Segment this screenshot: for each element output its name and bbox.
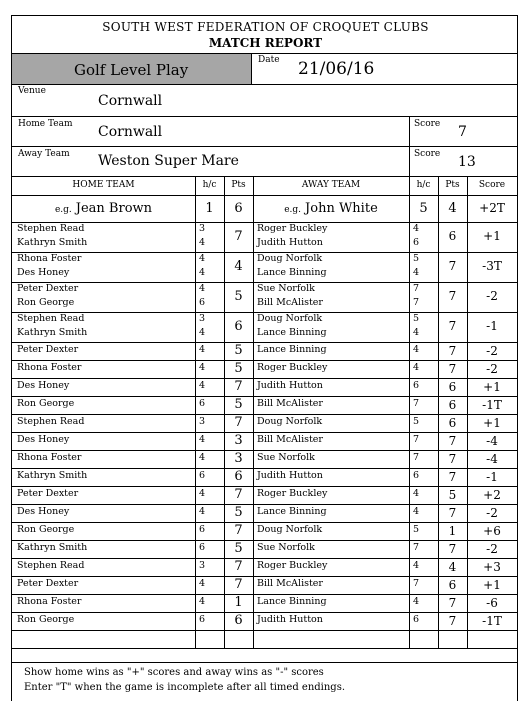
game-score: -4 — [486, 452, 498, 466]
away-points: 5 — [448, 488, 457, 502]
away-handicap: 4 — [413, 362, 420, 373]
away-points: 7 — [448, 470, 457, 484]
away-points: 7 — [448, 362, 457, 376]
away-handicap: 4 — [413, 596, 420, 607]
home-handicap: 4 — [199, 578, 206, 589]
example-pts1: 6 — [234, 201, 243, 216]
home-handicap: 4 — [199, 267, 206, 278]
away-points: 7 — [448, 319, 457, 333]
home-points: 5 — [234, 505, 243, 520]
home-handicap: 4 — [199, 237, 206, 248]
row-divider — [12, 630, 517, 631]
home-points: 7 — [234, 487, 243, 502]
row-divider — [12, 195, 517, 196]
home-player: Peter Dexter — [17, 344, 79, 355]
home-player: Stephen Read — [17, 416, 85, 427]
home-points: 7 — [234, 523, 243, 538]
away-points: 7 — [448, 434, 457, 448]
home-points: 5 — [234, 397, 243, 412]
example-hc1: 1 — [205, 201, 214, 216]
game-score: +1 — [483, 229, 501, 243]
game-score: -4 — [486, 434, 498, 448]
note-line-1: Show home wins as "+" scores and away wins as "-" scores — [24, 667, 324, 678]
row-divider — [12, 396, 517, 397]
away-player: Roger Buckley — [257, 223, 328, 234]
row-divider — [12, 468, 517, 469]
home-player: Stephen Read — [17, 560, 85, 571]
home-points: 4 — [234, 259, 243, 274]
home-points: 3 — [234, 433, 243, 448]
away-player: Sue Norfolk — [257, 542, 315, 553]
column-header-away-team: AWAY TEAM — [301, 180, 361, 190]
home-handicap: 4 — [199, 380, 206, 391]
away-handicap: 7 — [413, 297, 420, 308]
play-type: Golf Level Play — [74, 61, 189, 79]
away-player: Bill McAlister — [257, 297, 323, 308]
away-player: Lance Binning — [257, 344, 327, 355]
home-player: Rhona Foster — [17, 253, 82, 264]
game-score: +6 — [483, 524, 501, 538]
home-player: Peter Dexter — [17, 283, 79, 294]
home-points: 7 — [234, 229, 243, 244]
away-player: Sue Norfolk — [257, 283, 315, 294]
away-points: 7 — [448, 614, 457, 628]
away-points: 6 — [448, 578, 457, 592]
away-handicap: 7 — [413, 578, 420, 589]
row-divider — [12, 540, 517, 541]
game-score: -1T — [482, 398, 502, 412]
home-handicap: 4 — [199, 452, 206, 463]
game-score: -1T — [482, 614, 502, 628]
away-player: Sue Norfolk — [257, 452, 315, 463]
venue-label: Venue — [18, 86, 46, 96]
away-points: 1 — [448, 524, 457, 538]
game-score: +2 — [483, 488, 501, 502]
away-handicap: 6 — [413, 470, 420, 481]
away-points: 7 — [448, 289, 457, 303]
home-handicap: 4 — [199, 327, 206, 338]
column-header-hc2: h/c — [416, 180, 431, 190]
home-player: Ron George — [17, 524, 75, 535]
away-score-label: Score — [414, 149, 441, 159]
home-player: Peter Dexter — [17, 578, 79, 589]
row-divider — [12, 594, 517, 595]
away-points: 6 — [448, 416, 457, 430]
home-handicap: 4 — [199, 283, 206, 294]
home-team-value: Cornwall — [98, 124, 163, 140]
away-handicap: 7 — [413, 283, 420, 294]
home-points: 6 — [234, 469, 243, 484]
column-header-hc1: h/c — [202, 180, 217, 190]
home-score-value: 7 — [458, 124, 467, 140]
away-player: Judith Hutton — [257, 614, 323, 625]
row-divider — [12, 612, 517, 613]
home-handicap: 6 — [199, 542, 206, 553]
example-away — [253, 201, 409, 216]
home-points: 5 — [234, 361, 243, 376]
away-handicap: 7 — [413, 434, 420, 445]
away-handicap: 6 — [413, 380, 420, 391]
home-player: Kathryn Smith — [17, 237, 88, 248]
away-handicap: 4 — [413, 344, 420, 355]
match-report-sheet — [11, 15, 518, 701]
away-handicap: 6 — [413, 237, 420, 248]
row-divider — [12, 342, 517, 343]
away-player: Doug Norfolk — [257, 313, 323, 324]
column-header-home-team: HOME TEAM — [72, 180, 135, 190]
away-player: Lance Binning — [257, 327, 327, 338]
column-divider — [253, 176, 254, 648]
report-title: MATCH REPORT — [208, 36, 323, 50]
home-points: 3 — [234, 451, 243, 466]
game-score: -2 — [486, 289, 498, 303]
away-handicap: 4 — [413, 267, 420, 278]
column-header-score: Score — [478, 180, 506, 190]
home-player: Des Honey — [17, 380, 70, 391]
row-divider — [12, 648, 517, 649]
away-handicap: 4 — [413, 223, 420, 234]
federation-title: SOUTH WEST FEDERATION OF CROQUET CLUBS — [102, 20, 429, 34]
away-handicap: 5 — [413, 313, 420, 324]
home-points: 5 — [234, 541, 243, 556]
away-handicap: 7 — [413, 398, 420, 409]
home-player: Des Honey — [17, 434, 70, 445]
home-handicap: 3 — [199, 313, 206, 324]
away-points: 6 — [448, 229, 457, 243]
home-handicap: 6 — [199, 470, 206, 481]
home-points: 5 — [234, 289, 243, 304]
game-score: -3T — [482, 259, 502, 273]
home-points: 7 — [234, 559, 243, 574]
home-points: 7 — [234, 379, 243, 394]
away-team-label: Away Team — [18, 149, 70, 159]
away-player: Doug Norfolk — [257, 416, 323, 427]
away-handicap: 5 — [413, 416, 420, 427]
game-score: -1 — [486, 319, 498, 333]
home-player: Ron George — [17, 614, 75, 625]
away-points: 7 — [448, 344, 457, 358]
home-handicap: 3 — [199, 416, 206, 427]
home-handicap: 3 — [199, 560, 206, 571]
away-player: Lance Binning — [257, 506, 327, 517]
game-score: -2 — [486, 362, 498, 376]
home-player: Kathryn Smith — [17, 327, 88, 338]
example-pts2: 4 — [448, 201, 457, 216]
row-divider — [12, 432, 517, 433]
away-handicap: 6 — [413, 614, 420, 625]
row-divider — [12, 576, 517, 577]
home-handicap: 6 — [199, 614, 206, 625]
home-player: Kathryn Smith — [17, 470, 88, 481]
home-handicap: 4 — [199, 253, 206, 264]
home-player: Ron George — [17, 398, 75, 409]
home-handicap: 4 — [199, 506, 206, 517]
game-score: +1 — [483, 416, 501, 430]
away-points: 7 — [448, 259, 457, 273]
example-prefix: e.g. — [284, 205, 302, 215]
away-handicap: 7 — [413, 452, 420, 463]
column-divider — [409, 176, 410, 648]
away-player: Doug Norfolk — [257, 253, 323, 264]
column-divider — [195, 176, 196, 648]
home-score-label: Score — [414, 119, 441, 129]
home-player: Des Honey — [17, 267, 70, 278]
example-home-name: Jean Brown — [75, 201, 153, 216]
home-points: 1 — [234, 595, 243, 610]
home-player: Peter Dexter — [17, 488, 79, 499]
home-handicap: 4 — [199, 488, 206, 499]
home-team-label: Home Team — [18, 119, 73, 129]
away-team-value: Weston Super Mare — [98, 153, 239, 169]
home-points: 7 — [234, 415, 243, 430]
example-home — [12, 201, 195, 216]
example-prefix: e.g. — [54, 205, 72, 215]
away-handicap: 5 — [413, 524, 420, 535]
row-divider — [12, 450, 517, 451]
game-score: +3 — [483, 560, 501, 574]
away-player: Bill McAlister — [257, 398, 323, 409]
away-player: Bill McAlister — [257, 578, 323, 589]
away-player: Roger Buckley — [257, 488, 328, 499]
away-score-value: 13 — [458, 154, 476, 170]
home-handicap: 4 — [199, 344, 206, 355]
home-handicap: 6 — [199, 297, 206, 308]
home-player: Rhona Foster — [17, 362, 82, 373]
game-score: +1 — [483, 380, 501, 394]
game-score: +1 — [483, 578, 501, 592]
home-points: 6 — [234, 319, 243, 334]
home-handicap: 3 — [199, 223, 206, 234]
column-header-pts1: Pts — [231, 180, 246, 190]
game-score: -2 — [486, 506, 498, 520]
home-handicap: 4 — [199, 362, 206, 373]
home-player: Rhona Foster — [17, 452, 82, 463]
home-player: Ron George — [17, 297, 75, 308]
row-divider — [12, 558, 517, 559]
row-divider — [12, 414, 517, 415]
home-player: Stephen Read — [17, 223, 85, 234]
row-divider — [12, 486, 517, 487]
home-player: Rhona Foster — [17, 596, 82, 607]
away-handicap: 5 — [413, 253, 420, 264]
away-handicap: 7 — [413, 542, 420, 553]
away-handicap: 4 — [413, 488, 420, 499]
venue-value: Cornwall — [98, 93, 163, 109]
example-score: +2T — [479, 201, 505, 215]
home-handicap: 6 — [199, 398, 206, 409]
home-handicap: 4 — [199, 596, 206, 607]
game-score: -1 — [486, 470, 498, 484]
example-away-name: John White — [305, 201, 378, 216]
away-player: Judith Hutton — [257, 470, 323, 481]
away-player: Judith Hutton — [257, 237, 323, 248]
game-score: -2 — [486, 542, 498, 556]
row-divider — [12, 504, 517, 505]
home-points: 5 — [234, 343, 243, 358]
example-hc2: 5 — [419, 201, 428, 216]
game-score: -2 — [486, 344, 498, 358]
date-value: 21/06/16 — [298, 59, 375, 79]
away-points: 7 — [448, 506, 457, 520]
date-label: Date — [258, 55, 280, 65]
away-points: 4 — [448, 560, 457, 574]
away-player: Lance Binning — [257, 267, 327, 278]
away-player: Roger Buckley — [257, 362, 328, 373]
row-divider — [12, 378, 517, 379]
home-handicap: 4 — [199, 434, 206, 445]
home-points: 6 — [234, 613, 243, 628]
home-player: Kathryn Smith — [17, 542, 88, 553]
note-line-2: Enter "T" when the game is incomplete after all timed endings. — [24, 682, 346, 693]
away-points: 6 — [448, 398, 457, 412]
away-handicap: 4 — [413, 327, 420, 338]
away-player: Lance Binning — [257, 596, 327, 607]
home-points: 7 — [234, 577, 243, 592]
away-player: Judith Hutton — [257, 380, 323, 391]
away-points: 6 — [448, 380, 457, 394]
away-player: Doug Norfolk — [257, 524, 323, 535]
away-handicap: 4 — [413, 560, 420, 571]
row-divider — [12, 360, 517, 361]
row-divider — [12, 522, 517, 523]
home-handicap: 6 — [199, 524, 206, 535]
away-points: 7 — [448, 542, 457, 556]
away-points: 7 — [448, 452, 457, 466]
column-header-pts2: Pts — [445, 180, 460, 190]
home-player: Des Honey — [17, 506, 70, 517]
away-player: Bill McAlister — [257, 434, 323, 445]
away-player: Roger Buckley — [257, 560, 328, 571]
home-player: Stephen Read — [17, 313, 85, 324]
away-points: 7 — [448, 596, 457, 610]
away-handicap: 4 — [413, 506, 420, 517]
game-score: -6 — [486, 596, 498, 610]
